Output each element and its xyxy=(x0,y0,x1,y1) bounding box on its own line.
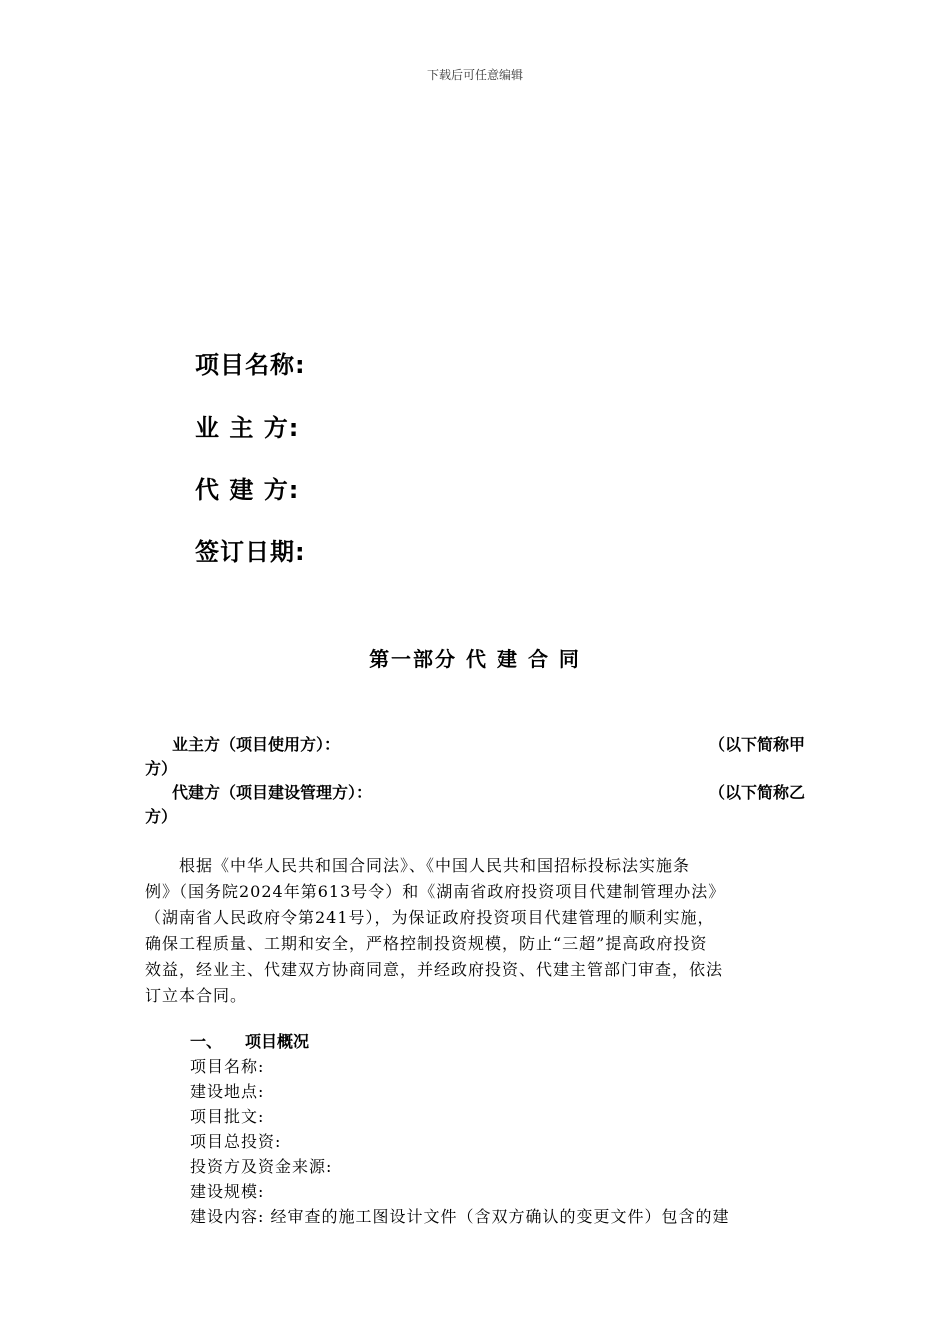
section-1-title: 项目概况 xyxy=(245,1032,310,1051)
cover-sign-date-label: 签订日期: xyxy=(195,538,306,566)
header-note: 下载后可任意编辑 xyxy=(426,68,523,82)
preamble-line: 订立本合同。 xyxy=(145,986,248,1005)
overview-item-total-investment: 项目总投资: xyxy=(190,1132,282,1151)
section-1-heading xyxy=(190,1029,309,1052)
overview-item-content: 建设内容: 经审查的施工图设计文件（含双方确认的变更文件）包含的建 xyxy=(190,1207,730,1226)
agent-party-label: 代建方（项目建设管理方）： xyxy=(172,783,373,802)
overview-item-scale: 建设规模: xyxy=(190,1182,265,1201)
overview-item-funding-source: 投资方及资金来源: xyxy=(190,1157,333,1176)
overview-item-project-name: 项目名称: xyxy=(190,1057,265,1076)
owner-party-label: 业主方（项目使用方）： xyxy=(172,735,341,754)
preamble-paragraph xyxy=(145,853,805,1009)
overview-item-approval: 项目批文: xyxy=(190,1107,265,1126)
preamble-line: 根据《中华人民共和国合同法》、《中国人民共和国招标投标法实施条 xyxy=(145,856,691,875)
owner-party-wrap: 方） xyxy=(145,759,178,778)
agent-party-suffix: （以下简称乙 xyxy=(708,783,805,802)
cover-agent-label: 代 建 方: xyxy=(195,476,300,504)
cover-owner-label: 业 主 方: xyxy=(195,414,300,442)
part-title: 第一部分 代 建 合 同 xyxy=(369,647,581,671)
preamble-line: 例》（国务院2024年第613号令）和《湖南省政府投资项目代建制管理办法》 xyxy=(145,882,726,901)
project-overview-list xyxy=(190,1054,810,1229)
cover-project-name-label: 项目名称: xyxy=(195,351,306,379)
preamble-line: （湖南省人民政府令第241号），为保证政府投资项目代建管理的顺利实施， xyxy=(145,908,715,927)
preamble-line: 确保工程质量、工期和安全，严格控制投资规模，防止“三超”提高政府投资 xyxy=(145,934,708,953)
agent-party-block xyxy=(145,781,805,829)
section-1-number: 一、 xyxy=(190,1032,223,1051)
preamble-line: 效益，经业主、代建双方协商同意，并经政府投资、代建主管部门审查，依法 xyxy=(145,960,724,979)
owner-party-block xyxy=(145,733,805,781)
overview-item-location: 建设地点: xyxy=(190,1082,265,1101)
agent-party-wrap: 方） xyxy=(145,807,178,826)
owner-party-suffix: （以下简称甲 xyxy=(708,735,805,754)
